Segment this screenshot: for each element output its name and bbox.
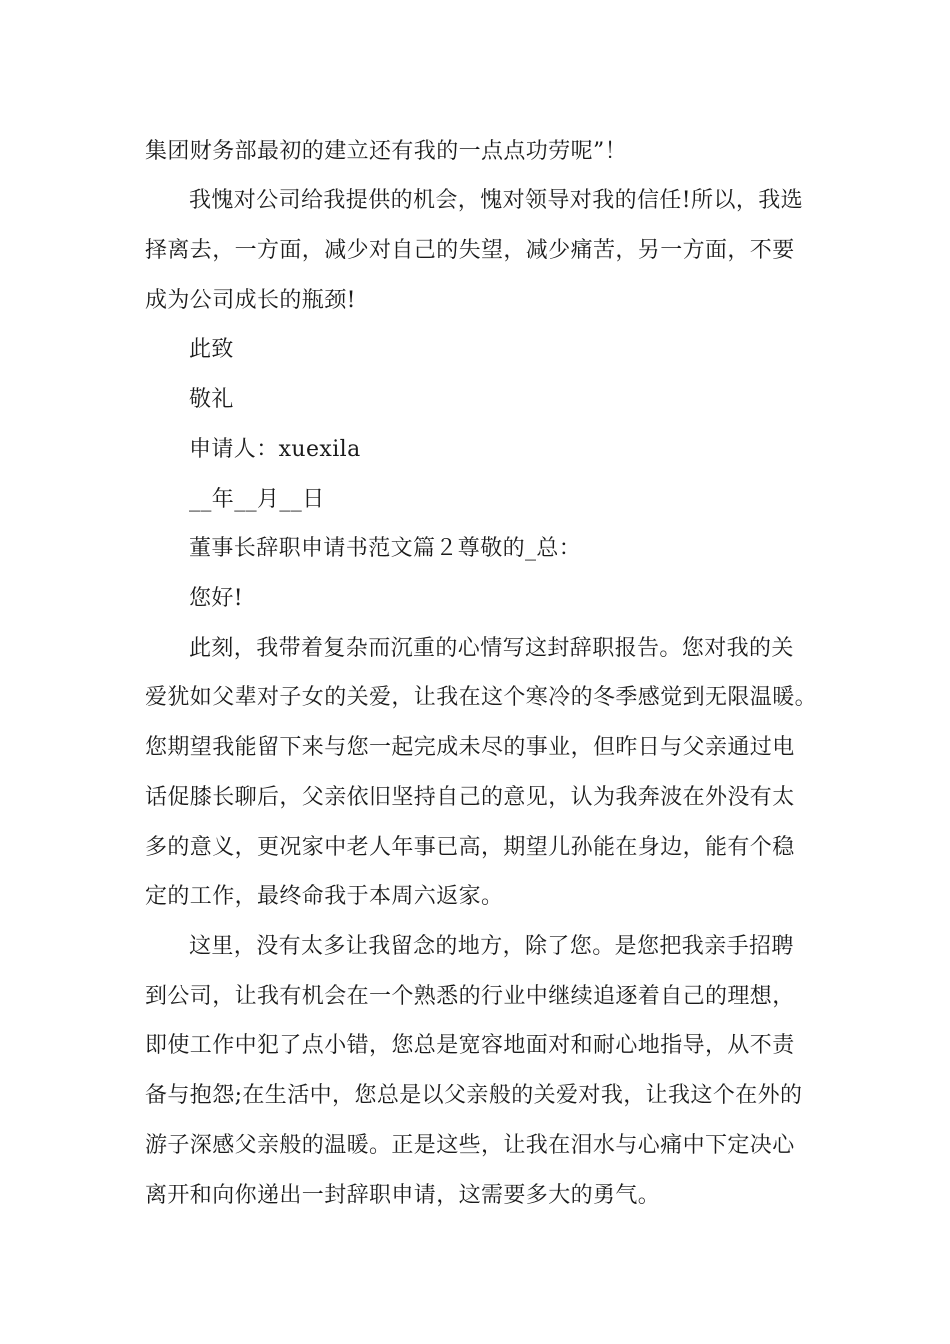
text-line: 爱犹如父辈对子女的关爱，让我在这个寒冷的冬季感觉到无限温暖。 [145,685,818,710]
text-line: 游子深感父亲般的温暖。正是这些，让我在泪水与心痛中下定决心 [145,1133,795,1158]
text-line: 备与抱怨;在生活中，您总是以父亲般的关爱对我，让我这个在外的 [145,1083,803,1108]
text-line: 即使工作中犯了点小错，您总是宽容地面对和耐心地指导，从不责 [145,1033,795,1058]
text-line: 定的工作，最终命我于本周六返家。 [145,884,504,909]
closing-salutation: 此致 [189,337,234,362]
applicant-name: 申请人：xuexila [189,437,361,462]
text-line: 我愧对公司给我提供的机会，愧对领导对我的信任!所以，我选 [189,188,804,213]
text-line: 话促膝长聊后，父亲依旧坚持自己的意见，认为我奔波在外没有太 [145,785,795,810]
text-line: 择离去，一方面，减少对自己的失望，减少痛苦，另一方面，不要 [145,238,795,263]
text-line: 到公司，让我有机会在一个熟悉的行业中继续追逐着自己的理想， [145,984,795,1009]
text-line: 此刻，我带着复杂而沉重的心情写这封辞职报告。您对我的关 [189,636,794,661]
text-line: 您期望我能留下来与您一起完成未尽的事业，但昨日与父亲通过电 [145,735,795,760]
text-line: 这里，没有太多让我留念的地方，除了您。是您把我亲手招聘 [189,934,794,959]
greeting: 您好! [189,586,244,611]
date-line: __年__月__日 [189,487,325,512]
text-line: 多的意义，更况家中老人年事已高，期望儿孙能在身边，能有个稳 [145,835,795,860]
section-heading: 董事长辞职申请书范文篇２尊敬的_总： [189,536,582,561]
text-line: 离开和向你递出一封辞职申请，这需要多大的勇气。 [145,1183,661,1208]
text-line: 成为公司成长的瓶颈! [145,288,356,313]
text-line: 集团财务部最初的建立还有我的一点点功劳呢”！ [145,139,628,164]
closing-regards: 敬礼 [189,387,234,412]
